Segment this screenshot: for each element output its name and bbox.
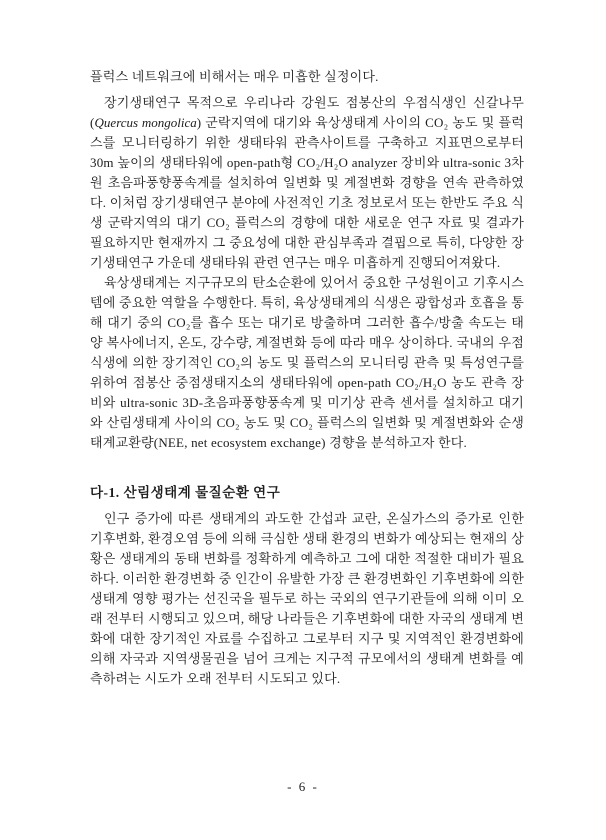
paragraph-longterm-research [90,93,524,273]
page-number: - 6 - [287,779,319,794]
section-heading: 다-1. 산림생태계 물질순환 연구 [90,485,281,500]
paragraph-terrestrial-ecosystem: 육상생태계는 지구규모의 탄소순환에 있어서 중요한 구성원이고 기후시스템에 중요한 역할을 수행한다. 특히, 육상생태계의 식생은 광합성과 호흡을 통해 대기 중의 CO₂를 흡수 또는 대기로 방출하며 그러한 흡수/방출 속도는 태양 복사에너지, 온도, 강수량, 계절변화 등에 따라 매우 상이하다. 국내의 우점식생에 의한 장기적인 CO₂의 농도 및 플럭스의 모니터링 관측 및 특성연구를 위하여 점봉산 중점생태지소의 생태타워에 open-path CO₂/H₂O 농도 관측 장비와 ultra-sonic 3D-초음파풍향풍속계 및 미기상 관측 센서를 설치하고 대기와 산림생태계 사이의 CO₂ 농도 및 CO₂ 플럭스의 일변화 및 계절변화와 순생태계교환량(NEE, net ecosystem exchange) 경향을 분석하고자 한다. [90,275,524,450]
paragraph-longterm-research-text-start: 장기생태연구 목적으로 우리나라 강원도 점봉산의 우점식생인 신갈나무( [90,95,524,130]
species-name-italic: Quercus mongolica [94,115,197,130]
paragraph-population-climate: 인구 증가에 따른 생태계의 과도한 간섭과 교란, 온실가스의 증가로 인한 기후변화, 환경오염 등에 의해 극심한 생태 환경의 변화가 예상되는 현재의 상황은 생태계의 동태 변화를 정확하게 예측하고 그에 대한 적절한 대비가 필요하다. 이러한 환경변화 중 인간이 유발한 가장 큰 환경변화인 기후변화에 의한 생태계 영향 평가는 선진국을 필두로 하는 국외의 연구기관들에 의해 이미 오래 전부터 시행되고 있으며, 해당 나라들은 기후변화에 대한 자국의 생태계 변화에 대한 장기적인 자료를 수집하고 그로부터 지구 및 지역적인 환경변화에 의해 자국과 지역생물권을 넘어 크게는 지구적 규모에서의 생태계 변화를 예측하려는 시도가 오래 전부터 시도되고 있다. [90,511,524,686]
paragraph-longterm-research-text-end: ) 군락지역에 대기와 육상생태계 사이의 CO₂ 농도 및 플럭스를 모니터링하기 위한 생태타워 관측사이트를 구축하고 지표면으로부터 30m 높이의 생태타워에 open-path형 CO₂/H₂O analyzer 장비와 ultra-sonic 3차원 초음파풍향풍속계를 설치하여 일변화 및 계절변화 경향을 연속 관측하였다. 이처럼 장기생태연구 분야에 사전적인 기초 정보로서 또는 한반도 주요 식생 군락지역의 대기 CO₂ 플럭스의 경향에 대한 새로운 연구 자료 및 결과가 필요하지만 현재까지 그 중요성에 대한 관심부족과 결핍으로 특히, 다양한 장기생태연구 가운데 생태타워 관련 연구는 매우 미흡하게 진행되어져왔다. [90,115,524,270]
text-block [90,67,524,689]
paragraph-flux-network: 플럭스 네트워크에 비해서는 매우 미흡한 실정이다. [90,69,379,84]
